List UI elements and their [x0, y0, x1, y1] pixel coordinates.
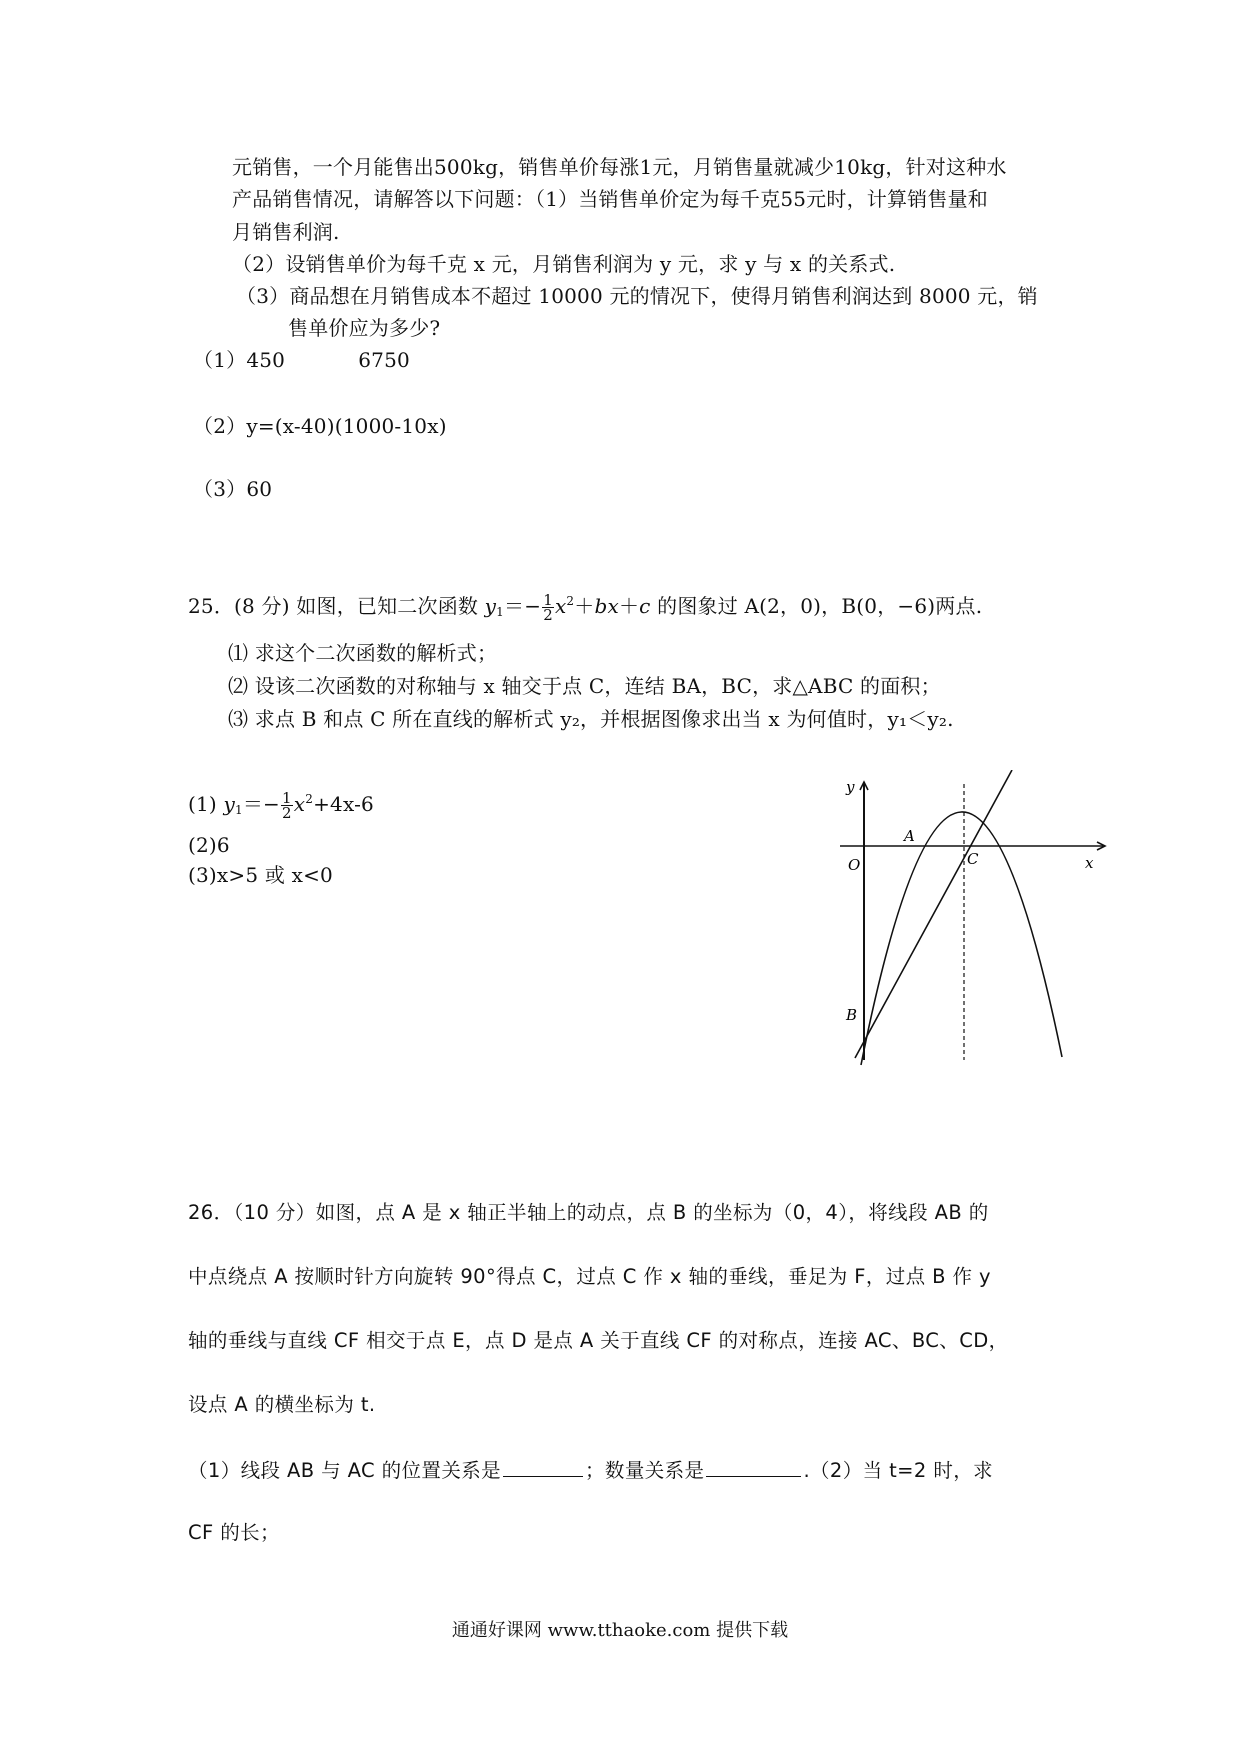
q25-answer-1-prefix: (1) — [188, 792, 217, 816]
q25-answer-1-suffix: +4x-6 — [313, 792, 374, 816]
q25-subquestion-2: ⑵ 设该二次函数的对称轴与 x 轴交于点 C，连结 BA，BC，求△ABC 的面积； — [228, 674, 941, 698]
answer-blank-quantity[interactable] — [706, 1456, 801, 1477]
x-axis-label: x — [1085, 854, 1094, 872]
q25-answer-1 — [188, 786, 374, 823]
q24-text-line1: 元销售，一个月能售出500kg，销售单价每涨1元，月销售量就减少10kg，针对这种水 — [232, 155, 1007, 179]
q26-line5-part3: .（2）当 t=2 时，求 — [803, 1459, 994, 1482]
q25-function-graph — [840, 770, 1130, 1070]
q24-subquestion-3-line2: 售单价应为多少? — [288, 316, 441, 340]
q26-line5 — [188, 1456, 993, 1484]
q24-text-line2: 产品销售情况，请解答以下问题：（1）当销售单价定为每千克55元时，计算销售量和 — [232, 187, 988, 211]
q26-line3: 轴的垂线与直线 CF 相交于点 E，点 D 是点 A 关于直线 CF 的对称点，连接 AC、BC、CD， — [188, 1329, 1009, 1352]
q24-answer-1 — [193, 347, 410, 373]
q25-stem-suffix: 的图象过 A(2，0)，B(0，−6)两点. — [657, 594, 983, 618]
q26-line5-part2: ；数量关系是 — [585, 1459, 705, 1482]
parabola-curve — [861, 812, 1062, 1065]
answer-blank-position[interactable] — [503, 1456, 583, 1477]
line-bc — [855, 770, 1012, 1058]
q25-subquestion-1: ⑴ 求这个二次函数的解析式； — [228, 641, 498, 665]
q26-line4: 设点 A 的横坐标为 t. — [188, 1393, 376, 1416]
q26-line2: 中点绕点 A 按顺时针方向旋转 90°得点 C，过点 C 作 x 轴的垂线，垂足为 F，过点 B 作 y — [188, 1265, 991, 1288]
y-axis-label: y — [846, 778, 855, 796]
q24-subquestion-3-line1: （3）商品想在月销售成本不超过 10000 元的情况下，使得月销售利润达到 8000 元，销 — [236, 284, 1038, 308]
q25-answer-1-formula: $y_1=-$ $\frac{1}{2}$ $x^2$ — [223, 789, 314, 822]
page-footer: 通通好课网 www.tthaoke.com 提供下载 — [451, 1620, 789, 1641]
q26-line5-part1: （1）线段 AB 与 AC 的位置关系是 — [188, 1459, 502, 1482]
q26-line6: CF 的长； — [188, 1521, 280, 1544]
point-b-label: B — [846, 1006, 858, 1024]
q24-answer-3: （3）60 — [193, 477, 273, 501]
q24-text-line3: 月销售利润. — [232, 220, 340, 244]
q25-answer-2: (2)6 — [188, 833, 230, 857]
q24-answer-2: （2）y=(x-40)(1000-10x) — [193, 414, 447, 438]
q25-answer-3: (3)x>5 或 x<0 — [188, 863, 333, 887]
origin-label: O — [848, 856, 861, 874]
q24-answer-1-sales: （1）450 — [193, 348, 286, 372]
q24-answer-1-profit: 6750 — [358, 348, 410, 372]
fraction-one-half: $\frac{1}{2}$ — [543, 591, 553, 624]
q26-line1: 26．（10 分）如图，点 A 是 x 轴正半轴上的动点，点 B 的坐标为（0，4），将线段 AB 的 — [188, 1201, 989, 1224]
q25-function-formula: $y_1=-$ $\frac{1}{2}$ $x^2+bx+c$ — [484, 591, 651, 624]
fraction-one-half: $\frac{1}{2}$ — [282, 789, 292, 822]
point-c-label: C — [967, 850, 979, 868]
point-a-label: A — [904, 827, 915, 845]
q24-subquestion-2: （2）设销售单价为每千克 x 元，月销售利润为 y 元，求 y 与 x 的关系式. — [232, 252, 896, 276]
q25-stem-prefix: 25．(8 分) 如图，已知二次函数 — [188, 594, 479, 618]
q25-stem — [188, 588, 982, 625]
q25-subquestion-3: ⑶ 求点 B 和点 C 所在直线的解析式 y₂，并根据图像求出当 x 为何值时，y₁＜y₂. — [228, 707, 954, 731]
